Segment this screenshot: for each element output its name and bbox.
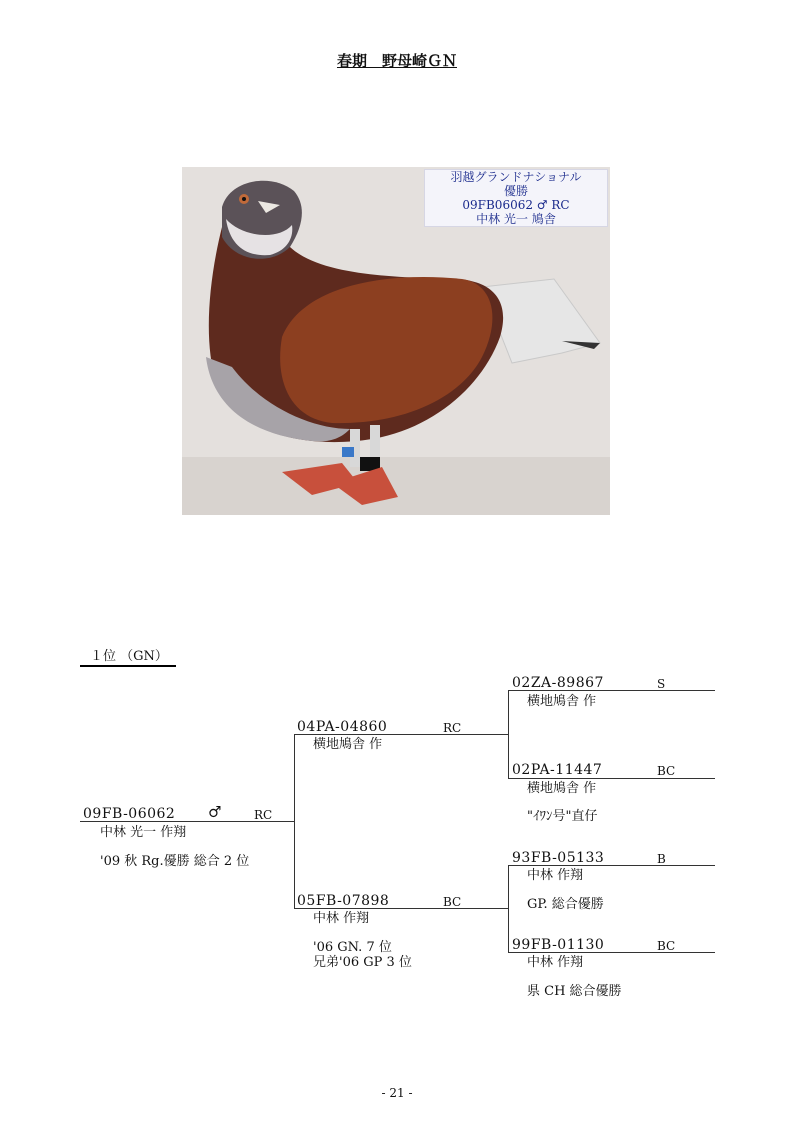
dam-breeder: 中林 作翔: [313, 911, 370, 926]
pedigree-line: [508, 690, 509, 778]
subject-breeder: 中林 光一 作翔: [100, 825, 187, 840]
dam-sire-note: GP. 総合優勝: [527, 897, 604, 912]
caption-line: 09FB06062 ♂ RC: [462, 198, 570, 212]
subject-ring: 09FB-06062: [83, 806, 176, 822]
dam-note: '06 GN. 7 位: [313, 940, 392, 955]
sire-sire-breeder: 横地鳩舎 作: [527, 694, 597, 709]
dam-grade: BC: [443, 895, 462, 909]
sire-dam-ring: 02PA-11447: [512, 762, 603, 778]
pedigree-line: [508, 865, 509, 952]
dam-dam-breeder: 中林 作翔: [527, 955, 584, 970]
dam-dam-ring: 99FB-01130: [512, 937, 605, 953]
sire-dam-grade: BC: [657, 764, 676, 778]
dam-note: 兄弟'06 GP 3 位: [313, 955, 412, 970]
caption-line: 優勝: [503, 184, 528, 198]
pedigree-line: [294, 734, 295, 908]
sire-sire-ring: 02ZA-89867: [512, 675, 604, 691]
caption-line: 中林 光一 鳩舎: [476, 212, 556, 226]
dam-ring: 05FB-07898: [297, 893, 390, 909]
sire-sire-grade: S: [657, 677, 666, 691]
dam-sire-grade: B: [657, 852, 666, 866]
sire-ring: 04PA-04860: [297, 719, 388, 735]
pigeon-photo: [182, 167, 610, 515]
sire-dam-breeder: 横地鳩舎 作: [527, 781, 597, 796]
male-icon: ♂: [208, 803, 222, 821]
sire-grade: RC: [443, 721, 462, 735]
dam-dam-note: 県 CH 総合優勝: [527, 984, 622, 999]
subject-grade: RC: [254, 808, 273, 822]
caption-line: 羽越グランドナショナル: [450, 170, 582, 184]
dam-sire-ring: 93FB-05133: [512, 850, 605, 866]
photo-caption: [424, 169, 608, 227]
section-label: １位 （GN）: [80, 645, 176, 667]
sire-breeder: 横地鳩舎 作: [313, 737, 383, 752]
sire-dam-note: "ｲﾜﾝ号"直仔: [527, 809, 598, 824]
dam-sire-breeder: 中林 作翔: [527, 868, 584, 883]
page-title: 春期 野母崎ＧＮ: [336, 52, 457, 70]
subject-note: '09 秋 Rg.優勝 総合 2 位: [100, 854, 250, 869]
dam-dam-grade: BC: [657, 939, 676, 953]
page-number: - 21 -: [381, 1086, 413, 1100]
